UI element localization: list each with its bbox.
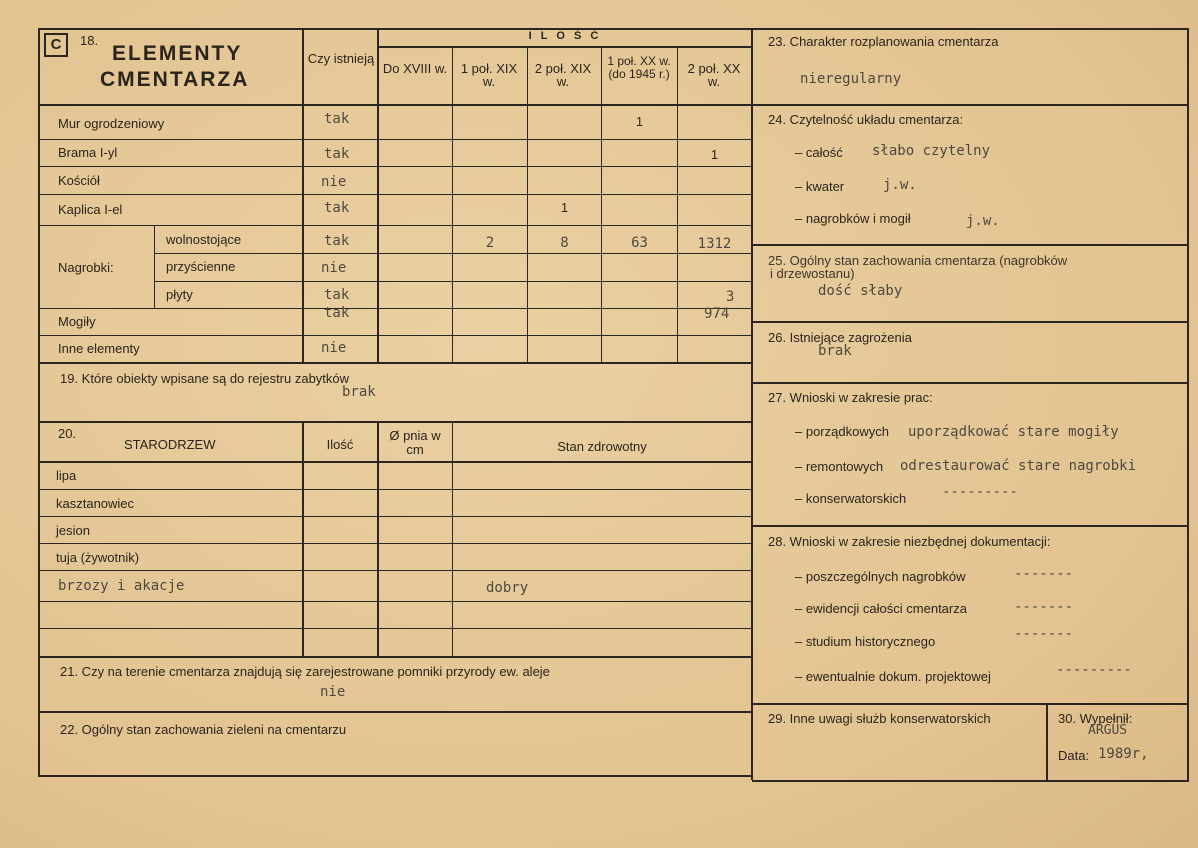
count-wolnostojace-p5: 1312 bbox=[697, 236, 732, 252]
exists-kosciol: nie bbox=[321, 174, 347, 190]
row-line bbox=[38, 308, 752, 309]
section19-value: brak bbox=[342, 384, 376, 400]
s20-v1 bbox=[302, 423, 304, 657]
frame-right bbox=[1187, 28, 1189, 782]
v-line-p1 bbox=[452, 46, 453, 362]
exists-przyscienne: nie bbox=[321, 260, 347, 276]
v-line-exists bbox=[377, 30, 379, 362]
period-header-3: 2 poł. XIX w. bbox=[534, 61, 592, 89]
section24-nagrobkow-value: j.w. bbox=[966, 213, 1000, 229]
section20-bottom bbox=[38, 656, 752, 658]
section26-bottom bbox=[752, 382, 1188, 384]
period-header-5: 2 poł. XX w. bbox=[687, 61, 741, 89]
section21-bottom bbox=[38, 711, 752, 713]
s20-v2 bbox=[377, 423, 379, 657]
section23-label: 23. Charakter rozplanowania cmentarza bbox=[768, 34, 999, 49]
section29-divider bbox=[1046, 704, 1048, 781]
section24-nagrobkow-label: – nagrobków i mogił bbox=[795, 211, 911, 226]
section20-title: STARODRZEW bbox=[124, 437, 216, 452]
section30-date-value: 1989r, bbox=[1098, 746, 1149, 762]
row-label-mogily: Mogiły bbox=[58, 314, 96, 329]
section20-number: 20. bbox=[58, 426, 77, 441]
section24-label: 24. Czytelność układu cmentarza: bbox=[768, 112, 964, 127]
section26-label: 26. Istniejące zagrożenia bbox=[768, 330, 912, 345]
section28-label: 28. Wnioski w zakresie niezbędnej dokumentacji: bbox=[768, 534, 1051, 549]
row-label-mur: Mur ogrodzeniowy bbox=[58, 116, 165, 131]
section23-value: nieregularny bbox=[800, 71, 902, 87]
count-kaplica-p3: 1 bbox=[560, 200, 569, 215]
section28-item-3-label: – studium historycznego bbox=[795, 634, 936, 649]
v-line-p3 bbox=[601, 46, 602, 362]
card-letter: C bbox=[50, 36, 62, 53]
section25-label-1: 25. Ogólny stan zachowania cmentarza (nagrobków bbox=[768, 253, 1068, 268]
row-line bbox=[154, 253, 752, 254]
section18-title-1: ELEMENTY bbox=[112, 42, 243, 65]
exists-plyty: tak bbox=[324, 287, 350, 303]
section28-bottom bbox=[752, 703, 1188, 705]
section24-calosc-value: słabo czytelny bbox=[872, 143, 991, 159]
section24-kwater-value: j.w. bbox=[883, 177, 917, 193]
section27-porz-label: – porządkowych bbox=[795, 424, 889, 439]
section21-label: 21. Czy na terenie cmentarza znajdują się zarejestrowane pomniki przyrody ew. aleje bbox=[60, 664, 550, 679]
card-letter-box bbox=[44, 33, 68, 57]
section24-bottom bbox=[752, 244, 1188, 246]
section25-label-2: i drzewostanu) bbox=[770, 266, 855, 281]
section27-rem-value: odrestaurować stare nagrobki bbox=[900, 458, 1137, 474]
section28-item-2-value: ------- bbox=[1014, 599, 1074, 615]
row-line bbox=[38, 194, 752, 195]
row-label-kaplica: Kaplica I-el bbox=[58, 202, 123, 217]
s20-row bbox=[38, 570, 752, 571]
section19-label: 19. Które obiekty wpisane są do rejestru zabytków bbox=[60, 371, 350, 386]
row-label-wolnostojace: wolnostojące bbox=[166, 232, 242, 247]
row-label-przyscienne: przyścienne bbox=[166, 259, 236, 274]
count-wolnostojace-p4: 63 bbox=[631, 235, 648, 251]
row-line bbox=[38, 139, 752, 140]
section28-item-1-value: ------- bbox=[1014, 566, 1074, 582]
row-line bbox=[154, 281, 752, 282]
section27-bottom bbox=[752, 525, 1188, 527]
section25-bottom bbox=[752, 321, 1188, 323]
exists-kaplica: tak bbox=[324, 200, 350, 216]
v-line-nagrobki bbox=[154, 225, 155, 308]
s20-row bbox=[38, 489, 752, 490]
exists-wolnostojace: tak bbox=[324, 233, 350, 249]
v-line-label bbox=[302, 30, 304, 362]
section28-item-4-label: – ewentualnie dokum. projektowej bbox=[795, 669, 991, 684]
section24-calosc-label: – całość bbox=[795, 145, 843, 160]
panel-divider bbox=[751, 28, 753, 780]
section30-label: 30. Wypełnił: bbox=[1058, 711, 1133, 726]
count-wolnostojace-p3: 8 bbox=[560, 235, 569, 251]
tree-lipa: lipa bbox=[56, 468, 77, 483]
tree-kasztanowiec: kasztanowiec bbox=[56, 496, 135, 511]
tree-tuja: tuja (żywotnik) bbox=[56, 550, 140, 565]
section20-col-diam: Ø pnia w cm bbox=[389, 428, 441, 457]
period-header-4: 1 poł. XX w. (do 1945 r.) bbox=[607, 54, 671, 81]
section27-kons-label: – konserwatorskich bbox=[795, 491, 907, 506]
row-label-brama: Brama I-yl bbox=[58, 145, 118, 160]
section22-label: 22. Ogólny stan zachowania zieleni na cmentarzu bbox=[60, 722, 347, 737]
exists-brama: tak bbox=[324, 146, 350, 162]
count-brama-p5: 1 bbox=[710, 147, 719, 162]
col-exists-header: Czy istnieją bbox=[307, 51, 375, 66]
row-label-plyty: płyty bbox=[166, 287, 193, 302]
section18-number: 18. bbox=[80, 33, 99, 48]
exists-mogily: tak bbox=[324, 305, 350, 321]
frame-bottom-right bbox=[752, 780, 1188, 782]
row-label-nagrobki: Nagrobki: bbox=[58, 260, 114, 275]
s20-row bbox=[38, 628, 752, 629]
section27-porz-value: uporządkować stare mogiły bbox=[908, 424, 1119, 440]
section28-item-1-label: – poszczególnych nagrobków bbox=[795, 569, 966, 584]
row-line bbox=[38, 225, 752, 226]
tree-jesion: jesion bbox=[56, 523, 90, 538]
ilosc-header: I L O Ś Ć bbox=[528, 30, 602, 42]
section18-bottom bbox=[38, 362, 752, 364]
section20-col-qty: Ilość bbox=[326, 437, 354, 452]
exists-inne: nie bbox=[321, 340, 347, 356]
row-line bbox=[38, 335, 752, 336]
frame-left bbox=[38, 28, 40, 776]
tree-typed: brzozy i akacje bbox=[58, 578, 185, 594]
section30-date-label: Data: bbox=[1058, 748, 1090, 763]
section27-rem-label: – remontowych bbox=[795, 459, 884, 474]
row-label-kosciol: Kościół bbox=[58, 173, 100, 188]
section25-value: dość słaby bbox=[818, 283, 903, 299]
s20-row bbox=[38, 543, 752, 544]
section18-title-2: CMENTARZA bbox=[100, 68, 250, 91]
section28-item-4-value: --------- bbox=[1056, 662, 1132, 678]
section27-kons-value: --------- bbox=[942, 484, 1018, 500]
s20-row bbox=[38, 601, 752, 602]
section20-col-health: Stan zdrowotny bbox=[557, 439, 647, 454]
section24-kwater-label: – kwater bbox=[795, 179, 845, 194]
period-header-1: Do XVIII w. bbox=[382, 61, 448, 76]
period-header-2: 1 poł. XIX w. bbox=[460, 61, 518, 89]
frame-bottom-left bbox=[38, 775, 752, 777]
section29-label: 29. Inne uwagi służb konserwatorskich bbox=[768, 711, 991, 726]
section30-name: ARGUS bbox=[1088, 723, 1128, 738]
count-wolnostojace-p2: 2 bbox=[485, 235, 495, 251]
h-line-header-bottom bbox=[38, 104, 752, 106]
section28-item-2-label: – ewidencji całości cmentarza bbox=[795, 601, 967, 616]
section23-bottom bbox=[752, 104, 1188, 106]
exists-mur: tak bbox=[324, 111, 350, 127]
count-mur-p4: 1 bbox=[635, 114, 644, 129]
s20-v3 bbox=[452, 423, 453, 657]
count-mogily-p5: 974 bbox=[704, 306, 730, 322]
v-line-p4 bbox=[677, 46, 678, 362]
section19-bottom bbox=[38, 421, 752, 423]
count-plyty-p5: 3 bbox=[726, 289, 735, 305]
section26-value: brak bbox=[818, 343, 852, 359]
s20-header-bottom bbox=[38, 461, 752, 463]
row-line bbox=[38, 166, 752, 167]
section21-value: nie bbox=[320, 684, 346, 700]
h-line-ilosc bbox=[377, 46, 751, 48]
row-label-inne: Inne elementy bbox=[58, 341, 140, 356]
section27-label: 27. Wnioski w zakresie prac: bbox=[768, 390, 933, 405]
tree-health-typed: dobry bbox=[486, 580, 529, 596]
section28-item-3-value: ------- bbox=[1014, 626, 1074, 642]
s20-row bbox=[38, 516, 752, 517]
